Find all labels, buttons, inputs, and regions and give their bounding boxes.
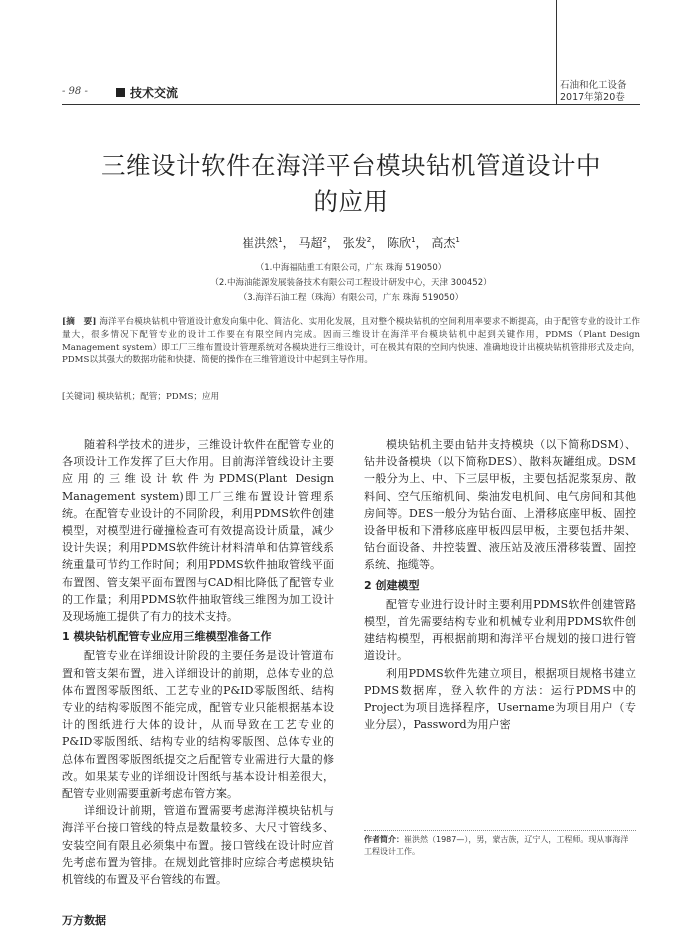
page-number: - 98 - <box>62 86 88 97</box>
header-vertical-rule <box>556 0 557 104</box>
article-title-line2: 的应用 <box>313 187 389 216</box>
header-rule <box>62 104 640 105</box>
author-affil: 1 <box>278 236 283 244</box>
author-affil: 1 <box>411 236 416 244</box>
affiliation: （3.海洋石油工程（珠海）有限公司，广东 珠海 519050） <box>238 293 464 303</box>
keywords-text: 模块钻机；配管；PDMS；应用 <box>97 392 220 402</box>
intro-paragraph: 随着科学技术的进步，三维设计软件在配管专业的各项设计工作发挥了巨大作用。目前海洋管线设计主要应用的三维设计软件为PDMS(Plant Design Management system)即工厂三维布置设计管理系统。在配管专业设计的不同阶段，利用PDMS软件创建模型，对模型进行碰撞检查可有效提高设计质量，减少设计失误；利用PDMS软件统计材料清单和估算管线系统重量可节约工作时间；利用PDMS软件抽取管线平面布置图、管支架平面布置图与CAD相比降低了配管专业的工作量；利用PDMS软件抽取管线三维图为加工设计及现场施工提供了有力的技术支持。 <box>62 438 334 624</box>
footnote-rule <box>364 830 636 831</box>
journal-name: 石油和化工设备 <box>560 80 627 91</box>
authors-line: 崔洪然$^1$， 马超$^2$， 张发$^2$， 陈欣$^1$， 高杰$^1$ <box>242 236 460 250</box>
keywords <box>62 390 219 402</box>
author: 崔洪然 <box>242 236 279 250</box>
keywords-label: [关键词] <box>62 392 95 402</box>
author: 马超 <box>298 236 323 250</box>
author-affil: 2 <box>322 236 327 244</box>
author: 陈欣 <box>387 236 412 250</box>
body-left-column <box>62 436 334 888</box>
abstract-text: 海洋平台模块钻机中管道设计愈发向集中化、简洁化、实用化发展，且对整个模块钻机的空间利用率要求不断提高，由于配管专业的设计工作量大，很多情况下配管专业的设计工作要在有限空间内完成。因而三维设计在海洋平台模块钻机中起到关键作用，PDMS（Plant Design Management system）即工厂三维布置设计管理系统对各模块进行三维设计，可在极其有限的空间内快速、准确地设计出模块钻机管排形式及走向，PDMS以其强大的数据功能和快捷、简便的操作在三维管道设计中起到主导作用。 <box>62 317 640 366</box>
section1-paragraph: 模块钻机主要由钻井支持模块（以下简称DSM）、钻井设备模块（以下简称DES）、散料灰罐组成。DSM一般分为上、中、下三层甲板，主要包括泥浆泵房、散料间、空气压缩机间、柴油发电机间、电气房间和其他房间等。DES一般分为钻台面、上滑移底座甲板、固控设备甲板和下滑移底座甲板四层甲板，主要包括井架、钻台面设备、井控装置、液压站及液压滑移装置、固控系统、拖缆等。 <box>364 438 636 572</box>
section-label <box>116 84 178 101</box>
journal-issue: 2017年第20卷 <box>560 92 625 103</box>
affiliation: （1.中海福陆重工有限公司，广东 珠海 519050） <box>255 263 447 273</box>
article-title-line1: 三维设计软件在海洋平台模块钻机管道设计中 <box>101 151 601 180</box>
section1-paragraph: 详细设计前期，管道布置需要考虑海洋模块钻机与海洋平台接口管线的特点是数量较多、大尺寸管线多、安装空间有限且必须集中布置。接口管线在设计时应首先考虑布置为管排。在规划此管排时应综合考虑模块钻机管线的布置及平台管线的布置。 <box>62 804 334 887</box>
section2-paragraph: 配管专业进行设计时主要利用PDMS软件创建管路模型，首先需要结构专业和机械专业利用PDMS软件创建结构模型，再根据前期和海洋平台规划的接口进行管道设计。 <box>364 597 636 663</box>
affiliation: （2.中海油能源发展装备技术有限公司工程设计研发中心，天津 300452） <box>210 278 492 288</box>
footnote-text: 崔洪然（1987—），男，蒙古族，辽宁人，工程师。现从事海洋工程设计工作。 <box>364 835 629 856</box>
body-right-column <box>364 436 636 733</box>
section-heading-1: 1 模块钻机配管专业应用三维模型准备工作 <box>62 630 272 644</box>
wanfang-watermark: 万方数据 <box>62 914 106 927</box>
article-title <box>62 148 640 220</box>
author-affil: 2 <box>366 236 372 244</box>
author-footnote <box>364 834 636 858</box>
author: 张发 <box>342 236 367 250</box>
section-label-text: 技术交流 <box>130 86 179 100</box>
section1-paragraph: 配管专业在详细设计阶段的主要任务是设计管道布置和管支架布置，进入详细设计的前期，总体专业的总体布置图零版图纸、工艺专业的P&ID零版图纸、结构专业的结构零版图不能完成，配管专业只能根据基本设计的图纸进行大体的设计，从而导致在工艺专业的P&ID零版图纸、结构专业的结构零版图、总体专业的总体布置图零版图纸提交之后配管专业需进行大量的修改。如果某专业的详细设计图纸与基本设计相差很大，配管专业则需要重新考虑布管方案。 <box>62 649 334 801</box>
journal-info <box>560 80 627 104</box>
footnote-label: 作者简介： <box>364 835 404 844</box>
section2-paragraph: 利用PDMS软件先建立项目，根据项目规格书建立PDMS数据库，登入软件的方法：运行PDMS中的Project为项目选择程序，Username为项目用户（专业分层），Password为用户密 <box>364 666 636 732</box>
abstract <box>62 316 640 367</box>
author-affil: 1 <box>455 236 460 244</box>
section-heading-2: 2 创建模型 <box>364 578 420 592</box>
affiliations <box>62 261 640 306</box>
author: 高杰 <box>431 236 456 250</box>
abstract-label: [摘 要] <box>62 317 97 327</box>
square-bullet-icon <box>116 88 125 97</box>
